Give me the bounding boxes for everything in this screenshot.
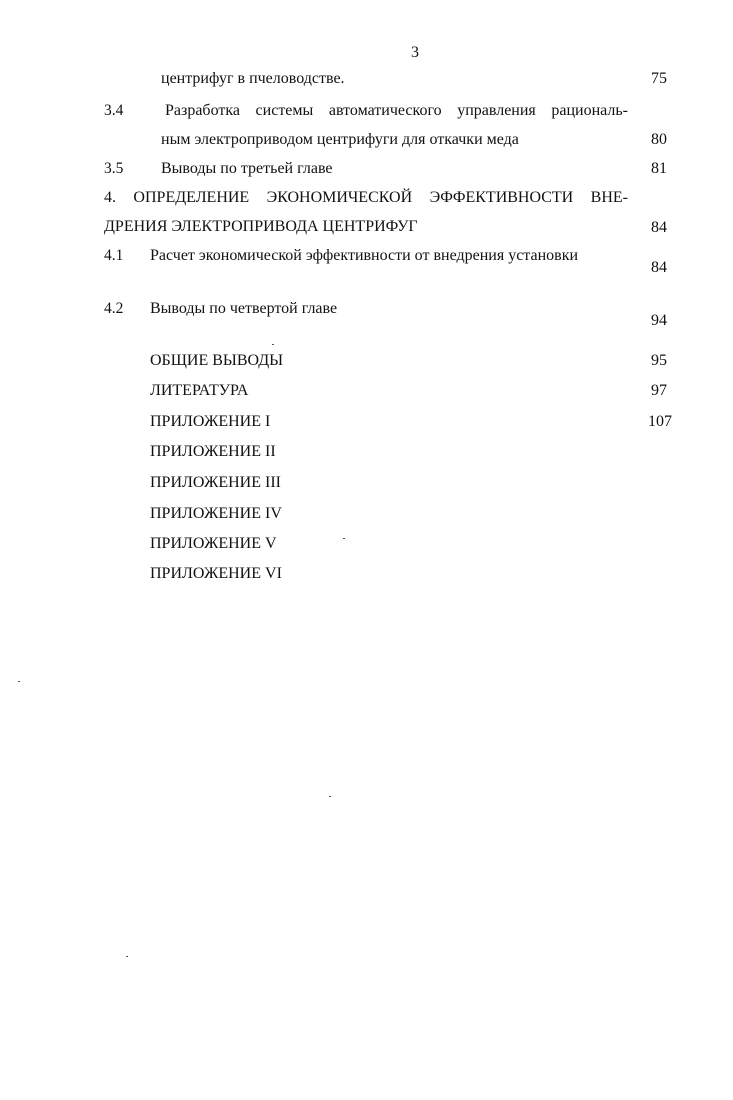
toc-page-number: 81: [651, 160, 667, 177]
toc-entry-text: ОБЩИЕ ВЫВОДЫ: [150, 352, 284, 369]
toc-section-number: 3.4: [104, 102, 124, 119]
toc-section-number: 3.5: [104, 160, 124, 177]
toc-entry-text: ным электроприводом центрифуги для откачки меда: [161, 131, 519, 148]
toc-page-number: 75: [651, 70, 667, 87]
page-number: 3: [411, 44, 419, 61]
toc-page-number: 80: [651, 131, 667, 148]
toc-entry-text: Выводы по третьей главе: [161, 160, 333, 177]
scan-speck: [126, 956, 128, 957]
toc-chapter-heading: ДРЕНИЯ ЭЛЕКТРОПРИВОДА ЦЕНТРИФУГ: [104, 218, 418, 235]
toc-page-number: 84: [651, 259, 667, 276]
toc-entry-text: центрифуг в пчеловодстве.: [161, 70, 345, 87]
toc-entry-text: ПРИЛОЖЕНИЕ I: [150, 413, 271, 430]
toc-page-number: 84: [651, 219, 667, 236]
toc-entry-text: ПРИЛОЖЕНИЕ II: [150, 443, 276, 460]
toc-section-number: 4.2: [104, 300, 124, 317]
toc-chapter-heading: 4. ОПРЕДЕЛЕНИЕ ЭКОНОМИЧЕСКОЙ ЭФФЕКТИВНОСТИ ВНЕ-: [104, 189, 628, 206]
scan-speck: [329, 796, 331, 797]
toc-entry-text: ПРИЛОЖЕНИЕ III: [150, 474, 281, 491]
toc-entry-text: ПРИЛОЖЕНИЕ V: [150, 535, 277, 552]
toc-entry-text: ПРИЛОЖЕНИЕ VI: [150, 565, 282, 582]
toc-page-number: 107: [648, 413, 672, 430]
toc-entry-text: ПРИЛОЖЕНИЕ IV: [150, 505, 282, 522]
toc-page-number: 95: [651, 352, 667, 369]
scan-speck: [18, 681, 20, 682]
toc-entry-text: Выводы по четвертой главе: [150, 300, 338, 317]
toc-section-number: 4.1: [104, 247, 124, 264]
toc-page-number: 97: [651, 382, 667, 399]
scan-speck: [343, 538, 345, 539]
toc-page-number: 94: [651, 312, 667, 329]
toc-entry-text: ЛИТЕРАТУРА: [150, 382, 249, 399]
scan-speck: [272, 344, 274, 345]
toc-entry-text: Разработка системы автоматического управления рациональ-: [165, 102, 628, 119]
toc-entry-text: Расчет экономической эффективности от внедрения установки: [150, 247, 579, 264]
